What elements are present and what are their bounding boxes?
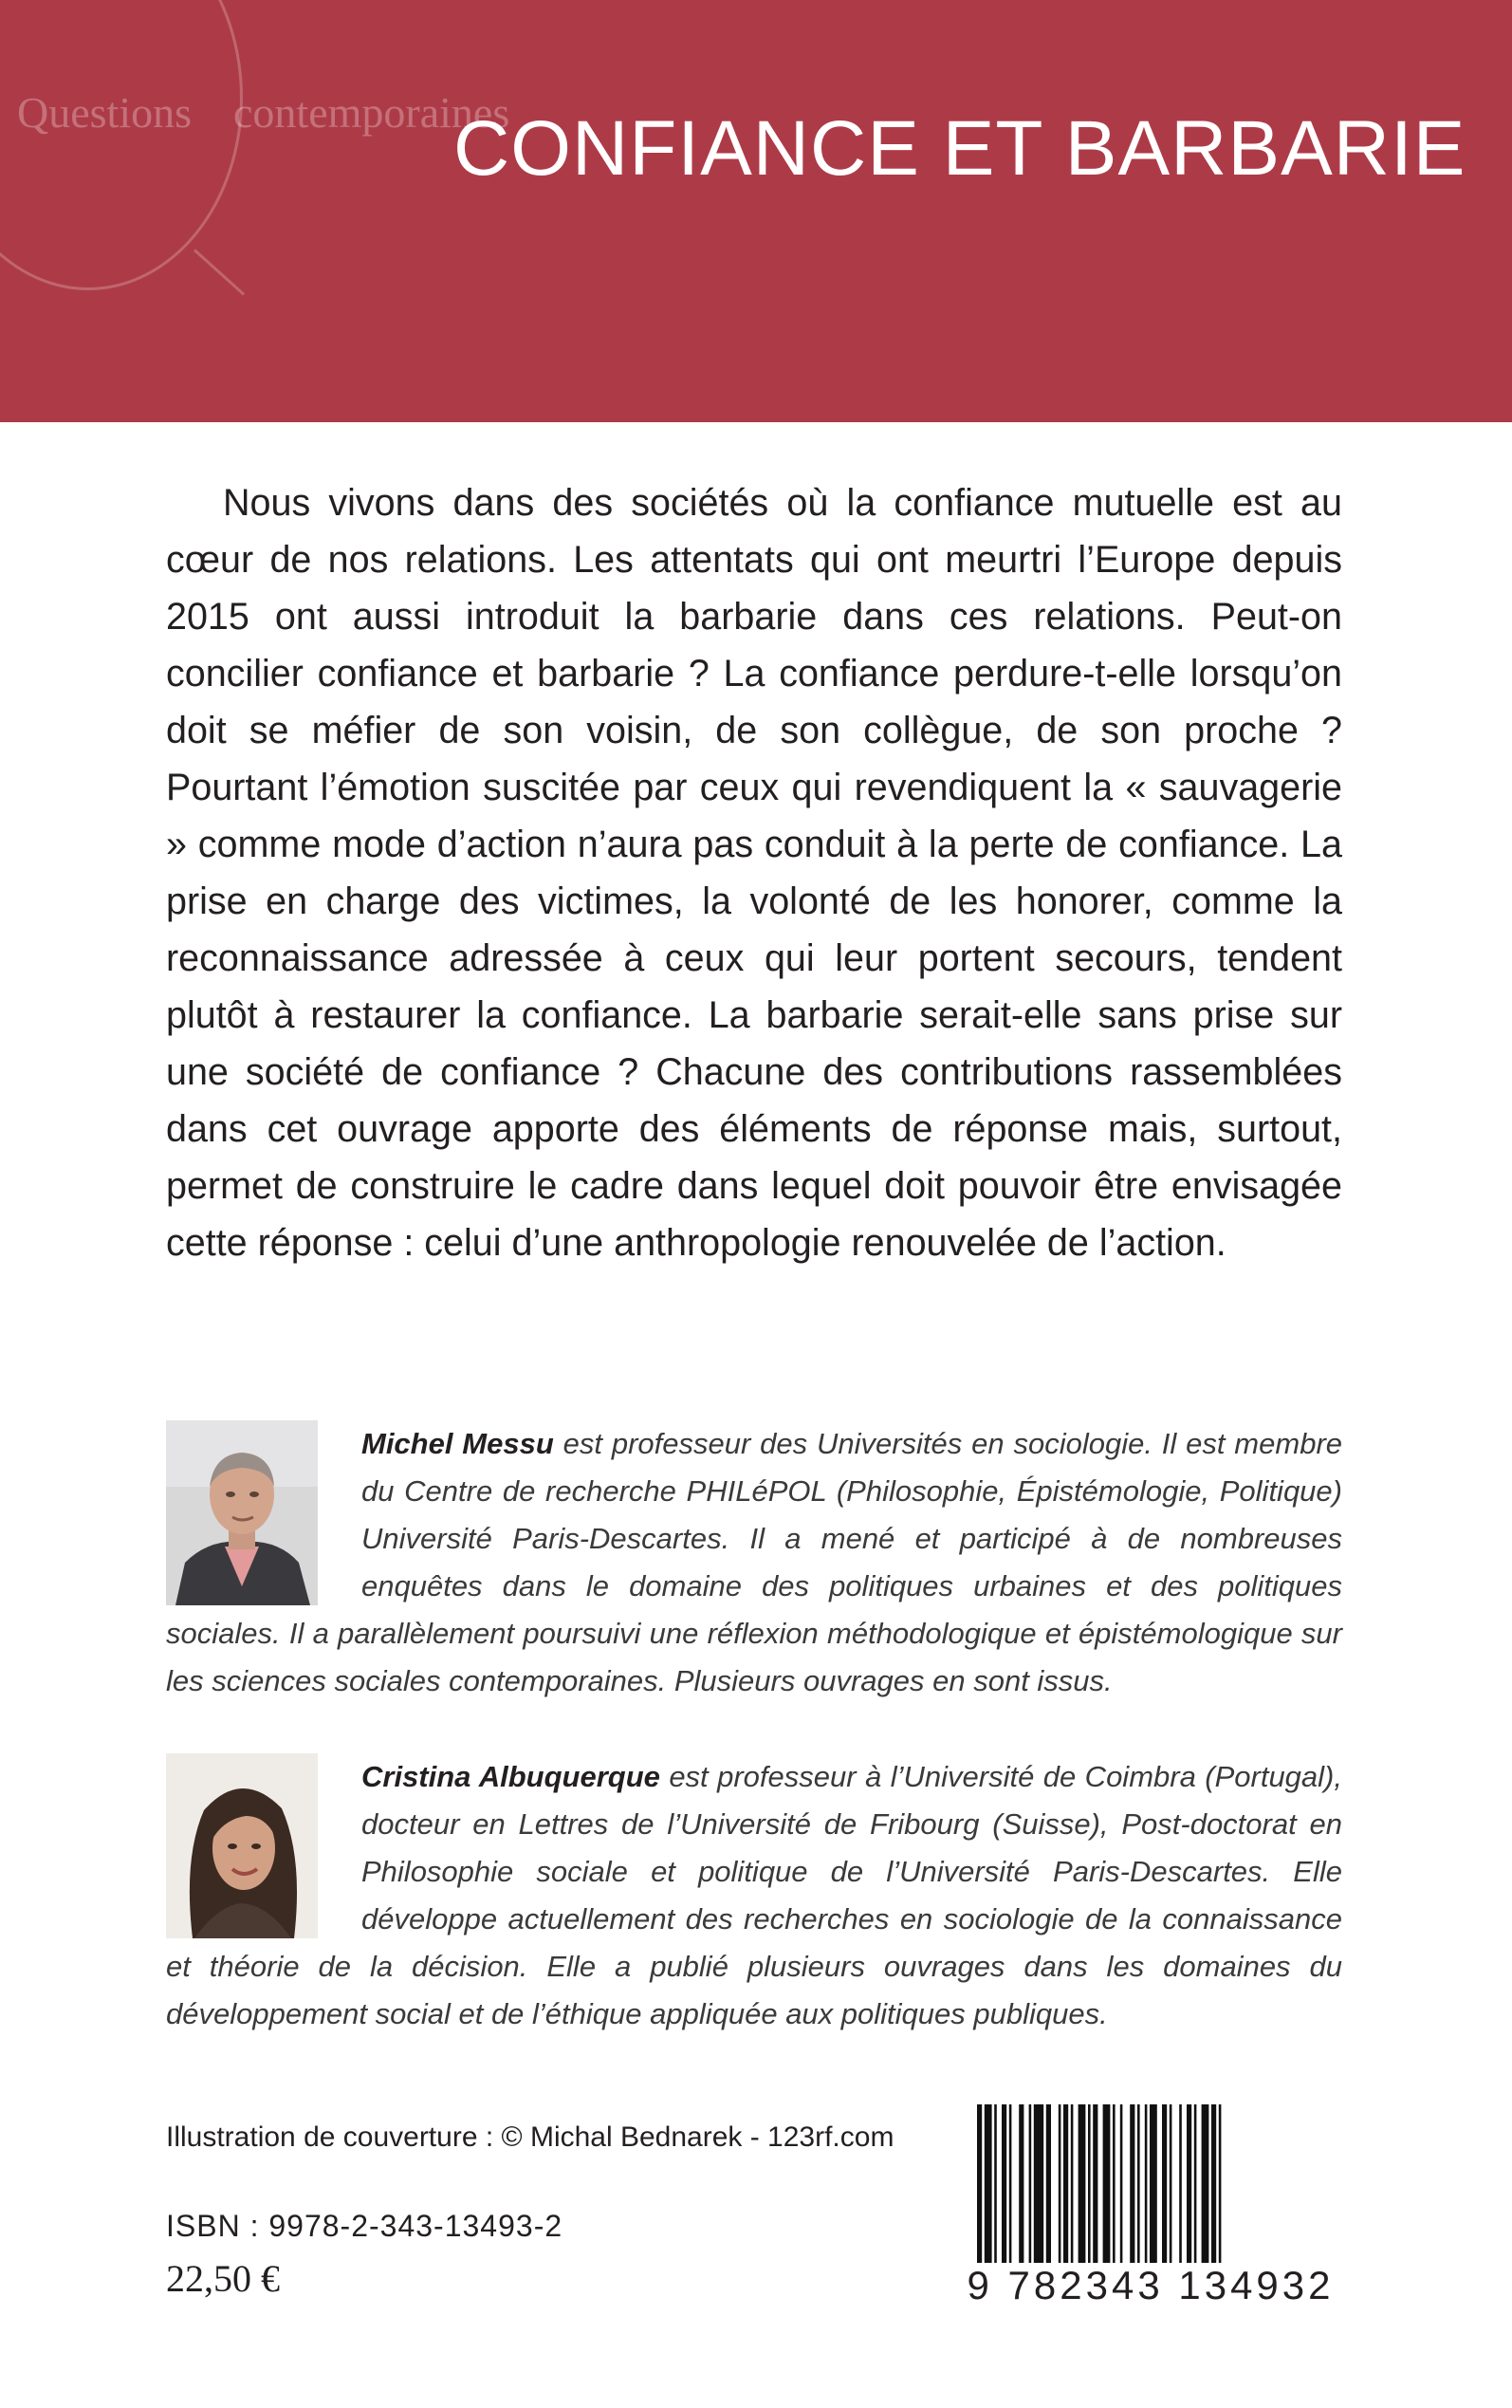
barcode-bar <box>1034 2104 1043 2264</box>
barcode-bar <box>1046 2104 1051 2264</box>
author-photo-albuquerque <box>166 1753 318 1938</box>
barcode-bar <box>1202 2104 1209 2264</box>
barcode-bar <box>1130 2104 1134 2264</box>
series-word-1: Questions <box>17 88 192 137</box>
barcode-bar <box>1093 2104 1097 2264</box>
barcode-bar <box>1145 2104 1148 2264</box>
barcode-bar <box>1063 2104 1068 2264</box>
barcode-bar <box>1179 2104 1182 2264</box>
barcode-bar <box>1194 2104 1197 2264</box>
barcode-bar <box>994 2104 997 2264</box>
barcode-bar <box>1019 2104 1023 2264</box>
author-photo-messu <box>166 1420 318 1605</box>
author-bio-text-messu: est professeur des Universités en sociologie. Il est membre du Centre de recherche PHILéPOL (Philosophie, Épistémologie, Politique) Université Paris-Descartes. Il a mené et participé à de nombreuses enquêtes dans le domaine des politiques urbaines et des politiques sociales. Il a parallèlement poursuivi une réflexion méthodologique et épistémologique sur les sciences sociales contemporaines. Plusieurs ouvrages en sont issus. <box>166 1427 1343 1697</box>
series-name <box>17 87 509 138</box>
author-bio-text-albuquerque: est professeur à l’Université de Coimbra (Portugal), docteur en Lettres de l’Université de Fribourg (Suisse), Post-doctorat en Philosophie sociale et politique de l’Université Paris-Descartes. Elle développe actuellement des recherches en sociologie de la connaissance et théorie de la décision. Elle a publié plusieurs ouvrages dans les domaines du développement social et de l’éthique appliquée aux politiques publiques. <box>166 1760 1342 2030</box>
barcode-bar <box>1162 2104 1167 2264</box>
series-q-logo-icon <box>0 0 243 290</box>
barcode-bar <box>1009 2104 1012 2264</box>
barcode-bar <box>1137 2104 1140 2264</box>
author-name-messu: Michel Messu <box>361 1427 554 1460</box>
barcode-bar <box>1113 2104 1116 2264</box>
cover-header-band <box>0 0 1512 422</box>
barcode-bar <box>1150 2104 1157 2264</box>
barcode-bar <box>1170 2104 1172 2264</box>
barcode-bar <box>1088 2104 1091 2264</box>
author-name-albuquerque: Cristina Albuquerque <box>361 1760 660 1793</box>
barcode-bar <box>1120 2104 1123 2264</box>
portrait-woman-icon <box>166 1753 318 1938</box>
illustration-credit: Illustration de couverture : © Michal Bednarek - 123rf.com <box>166 2121 894 2153</box>
book-title: CONFIANCE ET BARBARIE <box>453 105 1466 192</box>
barcode-bar <box>1059 2104 1061 2264</box>
barcode-bar <box>1029 2104 1032 2264</box>
barcode-number: 9 782343 134932 <box>967 2263 1335 2307</box>
book-summary: Nous vivons dans des sociétés où la confiance mutuelle est au cœur de nos relations. Les attentats qui ont meurtri l’Europe depuis 2015 ont aussi introduit la barbarie dans ces relations. Peut-on concilier confiance et barbarie ? La confiance perdure-t-elle lorsqu’on doit se méfier de son voisin, de son collègue, de son proche ? Pourtant l’émotion suscitée par ceux qui revendiquent la « sauvagerie » comme mode d’action n’aura pas conduit à la perte de confiance. La prise en charge des victimes, la volonté de les honorer, comme la reconnaissance adressée à ceux qui leur portent secours, tendent plutôt à restaurer la confiance. La barbarie serait-elle sans prise sur une société de confiance ? Chacune des contributions rassemblées dans cet ouvrage apporte des éléments de réponse mais, surtout, permet de construire le cadre dans lequel doit pouvoir être envisagée cette réponse : celui d’une anthropologie renouvelée de l’action. <box>166 482 1342 1264</box>
author-bio-albuquerque <box>166 1753 1342 2038</box>
barcode-bar <box>1211 2104 1216 2264</box>
barcode-bar <box>1187 2104 1191 2264</box>
price: 22,50 € <box>166 2257 280 2300</box>
barcode-bar <box>1002 2104 1006 2264</box>
series-word-2: contemporaines <box>233 88 510 137</box>
barcode-bar <box>1079 2104 1086 2264</box>
series-q-logo-tail <box>194 249 245 295</box>
portrait-man-icon <box>166 1420 318 1605</box>
author-bio-messu <box>166 1420 1342 1705</box>
barcode-bar <box>1071 2104 1074 2264</box>
isbn: ISBN : 9978-2-343-13493-2 <box>166 2209 563 2243</box>
